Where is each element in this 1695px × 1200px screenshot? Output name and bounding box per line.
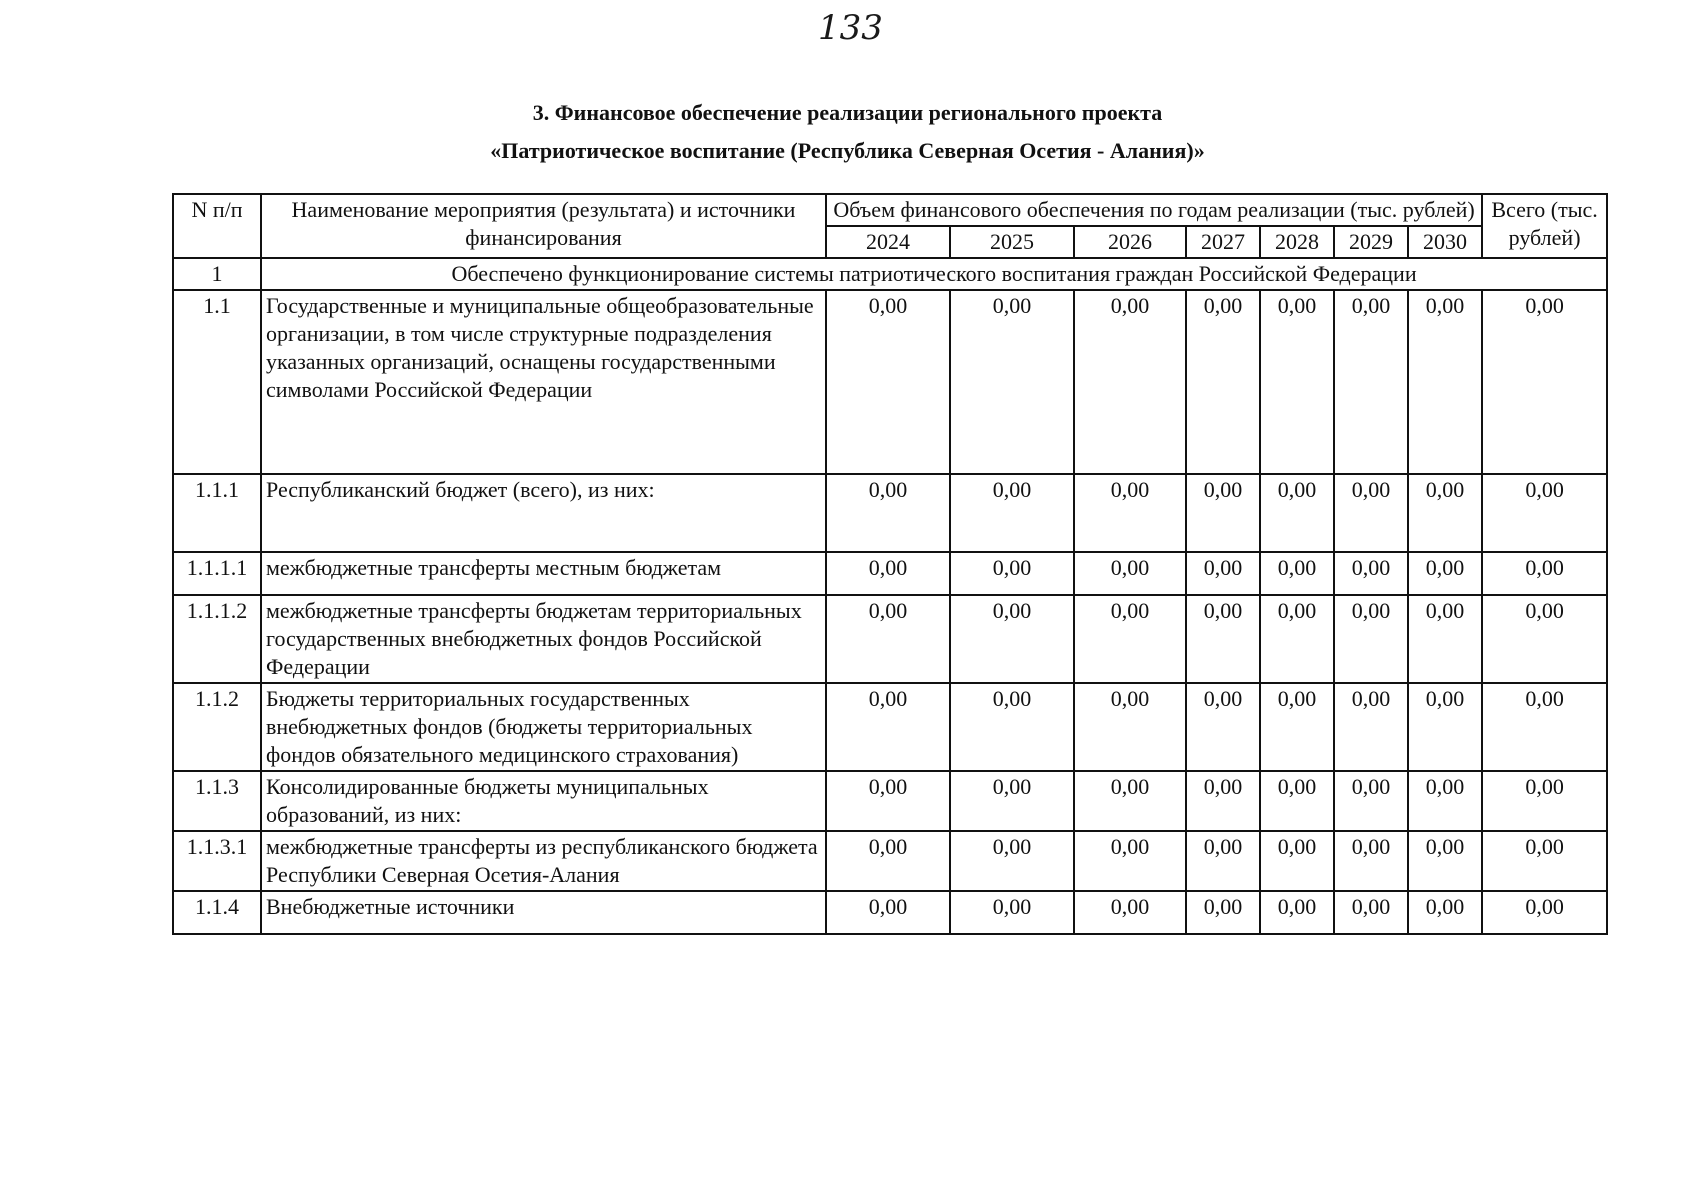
row-name: Бюджеты территориальных государственных внебюджетных фондов (бюджеты территориальных фондов обязательного медицинского страхования): [261, 683, 826, 771]
header-year: 2030: [1408, 226, 1482, 258]
row-value: 0,00: [1334, 290, 1408, 474]
row-value: 0,00: [826, 552, 950, 595]
header-year: 2028: [1260, 226, 1334, 258]
row-name: межбюджетные трансферты из республиканского бюджета Республики Северная Осетия-Алания: [261, 831, 826, 891]
row-value: 0,00: [950, 771, 1074, 831]
table-row: [173, 595, 1607, 683]
row-value: 0,00: [1408, 891, 1482, 934]
row-value: 0,00: [1260, 595, 1334, 683]
section-name: Обеспечено функционирование системы патриотического воспитания граждан Российской Федерации: [261, 258, 1607, 290]
row-value: 0,00: [1408, 771, 1482, 831]
row-value: 0,00: [1260, 474, 1334, 552]
table-row: [173, 771, 1607, 831]
row-value: 0,00: [950, 683, 1074, 771]
row-total: 0,00: [1482, 683, 1607, 771]
row-value: 0,00: [1334, 474, 1408, 552]
section-row: [173, 258, 1607, 290]
header-total: Всего (тыс. рублей): [1482, 194, 1607, 258]
row-value: 0,00: [1334, 831, 1408, 891]
row-value: 0,00: [1260, 552, 1334, 595]
header-year: 2025: [950, 226, 1074, 258]
table-row: [173, 290, 1607, 474]
section-num: 1: [173, 258, 261, 290]
row-value: 0,00: [950, 595, 1074, 683]
financing-table: [172, 193, 1608, 935]
row-value: 0,00: [1408, 831, 1482, 891]
row-num: 1.1.3: [173, 771, 261, 831]
row-total: 0,00: [1482, 771, 1607, 831]
row-value: 0,00: [1074, 290, 1186, 474]
header-year: 2029: [1334, 226, 1408, 258]
table-row: [173, 831, 1607, 891]
row-name: межбюджетные трансферты бюджетам территориальных государственных внебюджетных фондов Российской Федерации: [261, 595, 826, 683]
row-num: 1.1.3.1: [173, 831, 261, 891]
table-row: [173, 474, 1607, 552]
row-value: 0,00: [1408, 474, 1482, 552]
row-value: 0,00: [1334, 552, 1408, 595]
row-value: 0,00: [950, 831, 1074, 891]
row-name: Государственные и муниципальные общеобразовательные организации, в том числе структурные подразделения указанных организаций, оснащены государственными символами Российской Федерации: [261, 290, 826, 474]
row-value: 0,00: [950, 891, 1074, 934]
row-total: 0,00: [1482, 595, 1607, 683]
row-value: 0,00: [1186, 891, 1260, 934]
row-num: 1.1: [173, 290, 261, 474]
project-title: «Патриотическое воспитание (Республика Северная Осетия - Алания)»: [490, 138, 1205, 163]
row-value: 0,00: [826, 831, 950, 891]
row-num: 1.1.1.1: [173, 552, 261, 595]
table-row: [173, 683, 1607, 771]
row-num: 1.1.1.2: [173, 595, 261, 683]
row-value: 0,00: [1186, 683, 1260, 771]
row-value: 0,00: [950, 552, 1074, 595]
table-row: [173, 552, 1607, 595]
row-value: 0,00: [1334, 771, 1408, 831]
row-num: 1.1.4: [173, 891, 261, 934]
row-num: 1.1.1: [173, 474, 261, 552]
row-total: 0,00: [1482, 891, 1607, 934]
row-value: 0,00: [950, 474, 1074, 552]
row-value: 0,00: [1186, 771, 1260, 831]
row-value: 0,00: [1074, 552, 1186, 595]
row-total: 0,00: [1482, 831, 1607, 891]
row-value: 0,00: [1074, 474, 1186, 552]
row-value: 0,00: [1408, 290, 1482, 474]
row-value: 0,00: [1260, 290, 1334, 474]
header-volume: Объем финансового обеспечения по годам реализации (тыс. рублей): [826, 194, 1482, 226]
row-value: 0,00: [1074, 891, 1186, 934]
header-year: 2027: [1186, 226, 1260, 258]
header-year: 2024: [826, 226, 950, 258]
row-value: 0,00: [1260, 831, 1334, 891]
row-value: 0,00: [1074, 683, 1186, 771]
row-value: 0,00: [826, 771, 950, 831]
row-value: 0,00: [1186, 552, 1260, 595]
row-value: 0,00: [1408, 552, 1482, 595]
row-value: 0,00: [1260, 891, 1334, 934]
section-title: 3. Финансовое обеспечение реализации регионального проекта: [532, 100, 1163, 125]
table-row: [173, 891, 1607, 934]
row-value: 0,00: [1074, 595, 1186, 683]
row-value: 0,00: [1074, 771, 1186, 831]
row-name: межбюджетные трансферты местным бюджетам: [261, 552, 826, 595]
row-name: Республиканский бюджет (всего), из них:: [261, 474, 826, 552]
page-number: 133: [818, 8, 883, 48]
row-num: 1.1.2: [173, 683, 261, 771]
row-value: 0,00: [1186, 290, 1260, 474]
header-year: 2026: [1074, 226, 1186, 258]
row-value: 0,00: [1334, 595, 1408, 683]
row-value: 0,00: [1186, 595, 1260, 683]
row-value: 0,00: [826, 474, 950, 552]
header-name: Наименование мероприятия (результата) и источники финансирования: [261, 194, 826, 258]
row-value: 0,00: [1074, 831, 1186, 891]
row-total: 0,00: [1482, 552, 1607, 595]
row-value: 0,00: [1334, 891, 1408, 934]
header-num: N п/п: [173, 194, 261, 258]
row-value: 0,00: [1334, 683, 1408, 771]
row-value: 0,00: [826, 290, 950, 474]
row-value: 0,00: [1260, 771, 1334, 831]
row-value: 0,00: [1408, 595, 1482, 683]
row-value: 0,00: [826, 595, 950, 683]
row-total: 0,00: [1482, 474, 1607, 552]
row-name: Консолидированные бюджеты муниципальных образований, из них:: [261, 771, 826, 831]
row-value: 0,00: [1260, 683, 1334, 771]
row-total: 0,00: [1482, 290, 1607, 474]
row-value: 0,00: [1186, 474, 1260, 552]
row-name: Внебюджетные источники: [261, 891, 826, 934]
header-row: [173, 194, 1607, 226]
row-value: 0,00: [1408, 683, 1482, 771]
row-value: 0,00: [950, 290, 1074, 474]
row-value: 0,00: [826, 683, 950, 771]
row-value: 0,00: [826, 891, 950, 934]
row-value: 0,00: [1186, 831, 1260, 891]
